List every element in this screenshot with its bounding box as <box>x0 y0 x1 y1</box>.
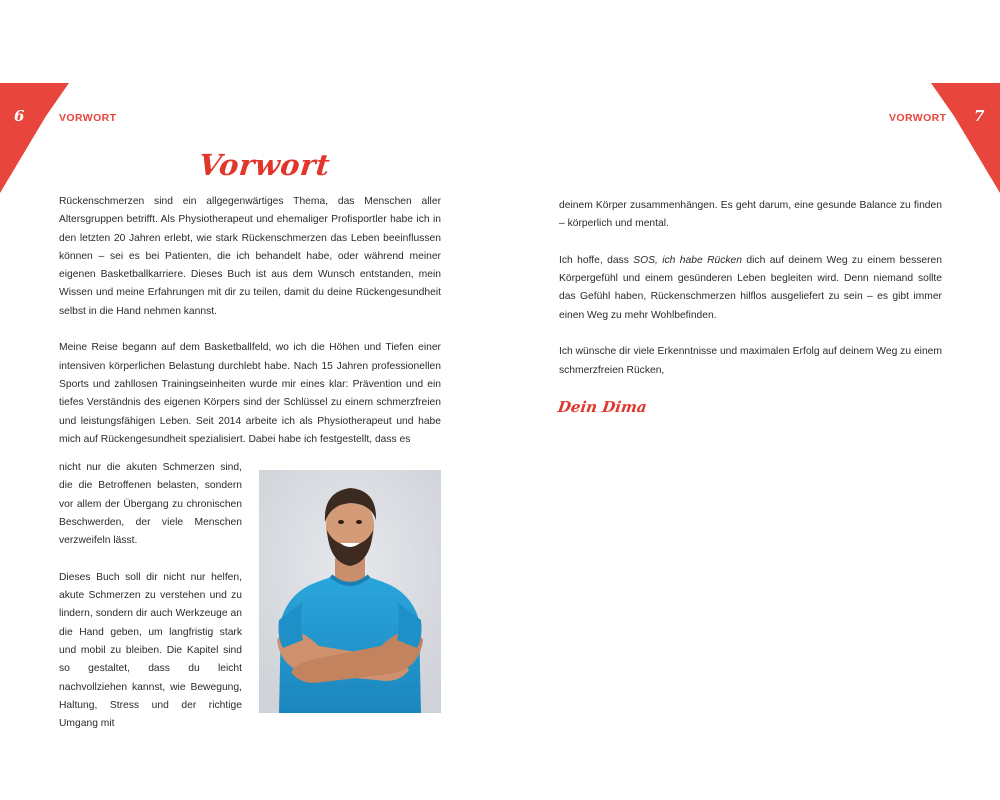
right-text-block <box>559 197 942 380</box>
book-title: SOS, ich habe Rücken <box>633 254 743 266</box>
right-paragraph-2-end: dich auf deinem Weg zu einem besseren Körpergefühl und einem gesünderen Leben begleiten wird. Denn niemand sollte das Gefühl haben, Rückenschmerzen hilflos ausgeliefert zu sein – es gibt immer einen Weg zu mehr Wohlbefinden. <box>559 254 942 321</box>
left-paragraph-2-continued: nicht nur die akuten Schmerzen sind, die die Betroffenen belasten, sondern vor allem der Übergang zu chronischen Beschwerden, der viele Menschen verzweifeln lässt. <box>59 462 242 547</box>
page-number-left: 6 <box>14 107 25 125</box>
portrait-illustration <box>259 470 441 713</box>
page-number-right: 7 <box>974 107 985 125</box>
signature: Dein Dima <box>556 398 648 416</box>
right-paragraph-3: Ich wünsche dir viele Erkenntnisse und maximalen Erfolg auf deinem Weg zu einem schmerzfreien Rücken, <box>559 346 942 376</box>
left-text-block <box>59 193 441 449</box>
left-paragraph-1: Rückenschmerzen sind ein allgegenwärtiges Thema, das Menschen aller Altersgruppen betrifft. Als Physiotherapeut und ehemaliger Profisportler habe ich in den letzten 20 Jahren erlebt, wie stark Rückenschmerzen das Leben beeinflussen können – sei es bei Patienten, die ich behandelt habe, oder während meiner eigenen Basketballkarriere. Dieses Buch ist aus dem Wunsch entstanden, mein Wissen und meine Erfahrungen mit dir zu teilen, damit du deine Rückengesundheit selbst in die Hand nehmen kannst. <box>59 196 441 317</box>
right-corner-flag <box>930 83 1000 193</box>
section-label-left: VORWORT <box>59 112 117 124</box>
left-corner-flag <box>0 83 70 193</box>
author-portrait-photo <box>259 470 441 713</box>
right-paragraph-2-start: Ich hoffe, dass <box>559 254 634 266</box>
page-title: Vorwort <box>197 148 332 182</box>
right-paragraph-2 <box>559 252 942 325</box>
left-paragraph-2: Meine Reise begann auf dem Basketballfeld, wo ich die Höhen und Tiefen einer intensiven körperlichen Belastung durchlebt habe. Nach 15 Jahren professionellen Sports und zahllosen Trainingseinheiten wurde mir eines klar: Prävention und ein tiefes Verständnis des eigenen Körpers sind der Schlüssel zu einem schmerzfreien und leistungsfähigen Leben. Seit 2014 arbeite ich als Physiotherapeut und habe mich auf Rückengesundheit spezialisiert. Dabei habe ich festgestellt, dass es <box>59 342 441 445</box>
left-narrow-text-block <box>59 459 242 733</box>
right-paragraph-1: deinem Körper zusammenhängen. Es geht darum, eine gesunde Balance zu finden – körperlich und mental. <box>559 200 942 230</box>
left-paragraph-3: Dieses Buch soll dir nicht nur helfen, akute Schmerzen zu verstehen und zu lindern, sondern dir auch Werkzeuge an die Hand geben, um langfristig stark und mobil zu bleiben. Die Kapitel sind so gestaltet, dass du leicht nachvollziehen kannst, wie Bewegung, Haltung, Stress und der richtige Umgang mit <box>59 571 242 730</box>
section-label-right: VORWORT <box>889 112 947 124</box>
